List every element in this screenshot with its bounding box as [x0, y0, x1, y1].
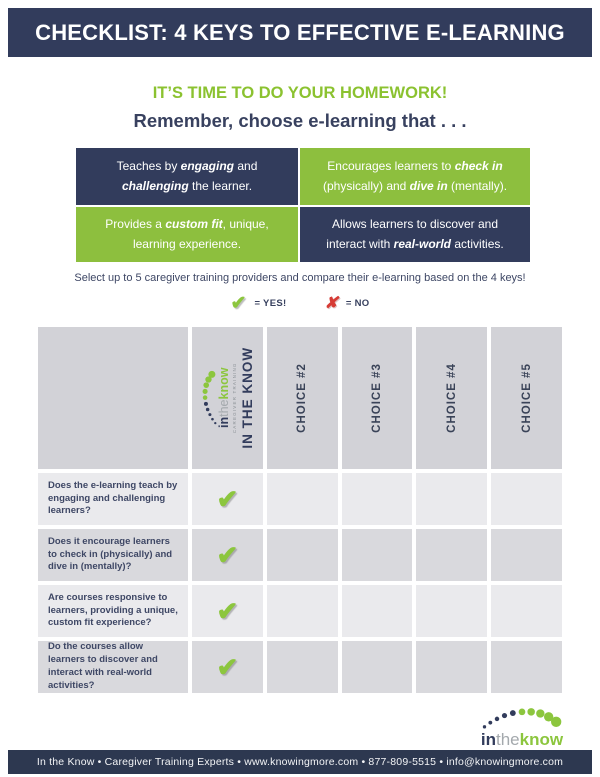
answer-cell-in-the-know-row-1: [192, 473, 263, 525]
subheadline: Remember, choose e-learning that . . .: [133, 110, 467, 131]
yes-check-icon: ✔: [230, 292, 247, 314]
answer-cell-choice-5-row-1: [491, 473, 562, 525]
key-boxes-grid: [76, 148, 530, 262]
logo-tagline: CAREGIVER TRAINING: [231, 362, 237, 434]
answer-cell-in-the-know-row-2: [192, 529, 263, 581]
question-cell-row-1: [38, 473, 188, 525]
yes-check-icon: ✔: [216, 652, 239, 682]
answer-cell-in-the-know-row-3: [192, 585, 263, 637]
column-header-choice-5: [491, 327, 562, 469]
question-text: Does the e-learning teach by engaging and challenging learners?: [48, 479, 178, 517]
column-header-choice-2: [267, 327, 338, 469]
headline: IT’S TIME TO DO YOUR HOMEWORK!: [152, 84, 448, 102]
legend: [0, 290, 600, 316]
header-bar: [8, 8, 592, 57]
column-header-choice-3: [342, 327, 413, 469]
comparison-table: [38, 327, 562, 693]
column-header-choice-4: [416, 327, 487, 469]
answer-cell-choice-2-row-2: [267, 529, 338, 581]
answer-cell-choice-2-row-1: [267, 473, 338, 525]
logo-wordmark: intheknow: [216, 367, 231, 429]
question-text: Do the courses allow learners to discover and interact with real-world activities?: [48, 641, 158, 691]
footer-contact: In the Know • Caregiver Training Experts • www.knowingmore.com • 877-809-5515 • info@knowingmore.com: [36, 756, 564, 768]
answer-cell-choice-5-row-4: [491, 641, 562, 693]
answer-cell-choice-4-row-3: [416, 585, 487, 637]
key-box-text: Provides a custom fit, unique, learning experience.: [105, 216, 269, 251]
yes-label: = YES!: [254, 297, 287, 309]
answer-cell-choice-4-row-4: [416, 641, 487, 693]
question-cell-row-3: [38, 585, 188, 637]
table-corner-cell: [38, 327, 188, 469]
choice-column-label: CHOICE #3: [370, 363, 383, 433]
logo-wordmark: intheknow: [480, 730, 564, 749]
logo-dots-arc-icon: [480, 706, 564, 731]
question-cell-row-4: [38, 641, 188, 693]
rotated-provider-header: [201, 347, 255, 449]
yes-check-icon: ✔: [216, 596, 239, 626]
answer-cell-choice-2-row-4: [267, 641, 338, 693]
answer-cell-choice-2-row-3: [267, 585, 338, 637]
key-box-3: [76, 207, 298, 262]
question-cell-row-2: [38, 529, 188, 581]
answer-cell-choice-5-row-3: [491, 585, 562, 637]
answer-cell-choice-3-row-2: [342, 529, 413, 581]
key-box-4: [300, 207, 530, 262]
key-box-text: Encourages learners to check in (physically) and dive in (mentally).: [322, 158, 508, 193]
footer-bar: [8, 750, 592, 774]
answer-cell-choice-4-row-2: [416, 529, 487, 581]
choice-column-label: CHOICE #5: [520, 363, 533, 433]
in-the-know-logo-footer: [477, 706, 567, 756]
answer-cell-choice-4-row-1: [416, 473, 487, 525]
column-header-in-the-know: [192, 327, 263, 469]
question-text: Does it encourage learners to check in (physically) and dive in (mentally)?: [48, 535, 173, 573]
choice-column-label: CHOICE #4: [445, 363, 458, 433]
key-box-text: Allows learners to discover and interact with real-world activities.: [326, 216, 504, 251]
key-box-1: [76, 148, 298, 205]
page-title: CHECKLIST: 4 KEYS TO EFFECTIVE E-LEARNING: [35, 19, 565, 45]
answer-cell-choice-3-row-4: [342, 641, 413, 693]
in-the-know-logo: [201, 362, 237, 434]
answer-cell-choice-3-row-3: [342, 585, 413, 637]
no-x-icon: ✘: [324, 295, 338, 312]
provider-name: IN THE KNOW: [239, 347, 255, 449]
key-box-2: [300, 148, 530, 205]
answer-cell-choice-5-row-2: [491, 529, 562, 581]
answer-cell-in-the-know-row-4: [192, 641, 263, 693]
instruction-text: Select up to 5 caregiver training providers and compare their e-learning based on the 4 keys!: [74, 272, 526, 284]
key-box-text: Teaches by engaging and challenging the learner.: [116, 158, 258, 193]
logo-dots-arc-icon: [201, 369, 218, 427]
yes-check-icon: ✔: [216, 540, 239, 570]
yes-check-icon: ✔: [216, 484, 239, 514]
question-text: Are courses responsive to learners, providing a unique, custom fit experience?: [48, 591, 178, 629]
no-label: = NO: [345, 297, 370, 309]
answer-cell-choice-3-row-1: [342, 473, 413, 525]
footer-logo-area: [477, 706, 567, 756]
choice-column-label: CHOICE #2: [296, 363, 309, 433]
